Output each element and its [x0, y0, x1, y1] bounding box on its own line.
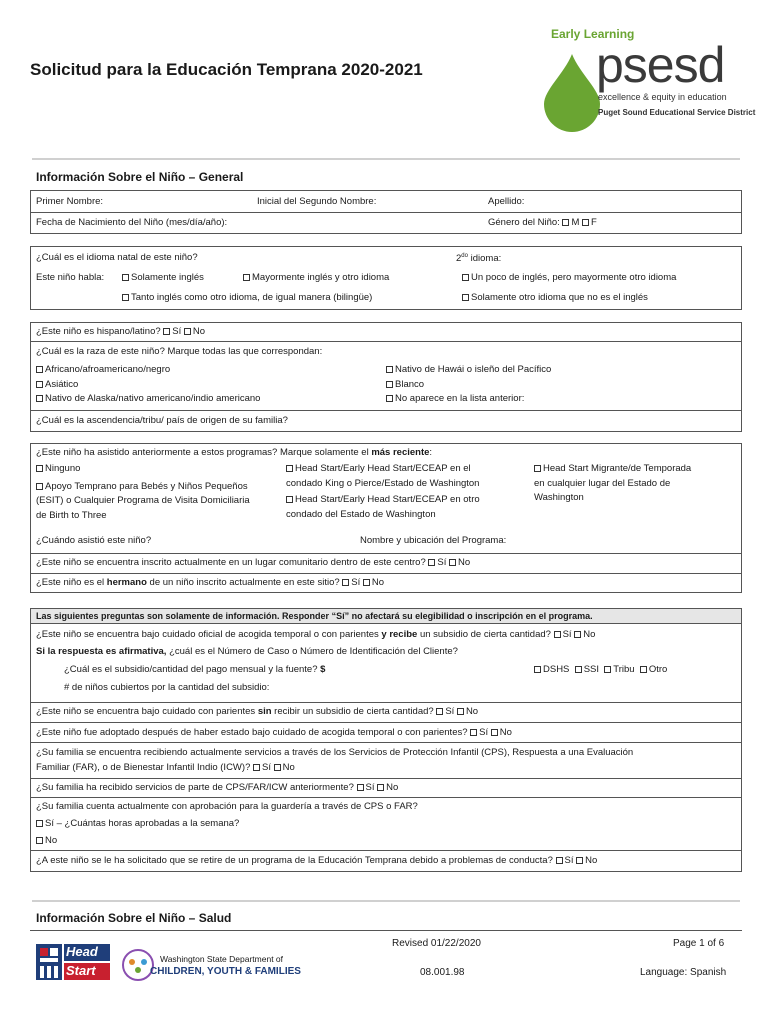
- opt-little-english[interactable]: [462, 272, 676, 284]
- middle-initial-field[interactable]: Inicial del Segundo Nombre:: [257, 196, 377, 207]
- childcare-question: ¿Su familia cuenta actualmente con aprobación para la guardería a través de CPS o FAR?: [36, 801, 418, 812]
- prog-esit[interactable]: [36, 481, 248, 493]
- info-banner: Las siguientes preguntas son solamente de información. Responder “Sí” no afectará su elegibilidad o inscripción en el programa.: [36, 611, 593, 621]
- opt-label: Solamente inglés: [131, 272, 204, 283]
- q-text: ¿A este niño se le ha solicitado que se retire de un programa de la Educación Temprana debido a problemas de conducta?: [36, 855, 553, 866]
- health-top-rule: [30, 930, 742, 931]
- opt-label: Sí – ¿Cuántas horas aprobadas a la semana?: [45, 818, 240, 829]
- opt-bilingual[interactable]: [122, 292, 372, 304]
- race-question: ¿Cuál es la raza de este niño? Marque todas las que correspondan:: [36, 346, 323, 357]
- head-start-text-1: Head: [66, 944, 98, 959]
- q-text: ¿cuál es el Número de Caso o Número de Identificación del Cliente?: [166, 646, 458, 657]
- sibling-question: [36, 577, 384, 589]
- q-text: Familiar (FAR), o de Bienestar Infantil Indio (ICW)?: [36, 762, 251, 773]
- dcyf-text-1: Washington State Department of: [160, 954, 284, 964]
- divider: [32, 900, 740, 902]
- no-label: No: [282, 762, 295, 773]
- checkbox[interactable]: [36, 366, 43, 373]
- expelled-question: [36, 855, 597, 867]
- checkbox[interactable]: [534, 465, 541, 472]
- opt-label: Nativo de Hawái o isleño del Pacífico: [395, 364, 552, 375]
- checkbox[interactable]: [286, 465, 293, 472]
- gender-m-checkbox[interactable]: [562, 219, 569, 226]
- yes-checkbox[interactable]: [253, 764, 260, 771]
- prog-esit-3: de Birth to Three: [36, 510, 107, 521]
- logo-early-learning: Early Learning: [551, 27, 635, 41]
- subsidy-field[interactable]: [64, 664, 325, 676]
- row-divider: [30, 410, 742, 411]
- hours-field[interactable]: [36, 818, 239, 830]
- checkbox[interactable]: [462, 274, 469, 281]
- q-end: de un niño inscrito actualmente en este sitio?: [146, 577, 340, 588]
- prog-none[interactable]: [36, 463, 80, 475]
- row-divider: [30, 573, 742, 574]
- no-label: No: [371, 577, 385, 588]
- logo-district: Puget Sound Educational Service District: [598, 108, 756, 117]
- otro-checkbox[interactable]: [640, 666, 647, 673]
- checkbox[interactable]: [36, 381, 43, 388]
- q-bold: hermano: [106, 577, 147, 588]
- checkbox[interactable]: [36, 483, 43, 490]
- opt-label: Otro: [648, 664, 668, 675]
- second-lang-num: 2: [456, 253, 462, 265]
- prog-migrant[interactable]: [534, 463, 691, 475]
- prog-esit-2: (ESIT) o Cualquier Programa de Visita Domiciliaria: [36, 495, 250, 506]
- no-checkbox[interactable]: [457, 708, 464, 715]
- dshs-checkbox[interactable]: [534, 666, 541, 673]
- no-label: No: [585, 855, 598, 866]
- subsidy-sources: [534, 664, 667, 676]
- no-label: No: [583, 629, 596, 640]
- checkbox[interactable]: [243, 274, 250, 281]
- hispanic-question: [36, 326, 205, 338]
- prog-hs-king[interactable]: [286, 463, 471, 475]
- yes-label: Sí: [479, 727, 489, 738]
- second-language-field[interactable]: [456, 250, 501, 265]
- row-divider: [30, 722, 742, 723]
- cps-question-2: [36, 762, 295, 774]
- cps-question: ¿Su familia se encuentra recibiendo actualmente servicios a través de los Servicios de Protección Infantil (CPS), Respuesta a una Evaluación: [36, 747, 634, 758]
- opt-label: DSHS: [543, 664, 570, 675]
- no-checkbox[interactable]: [574, 631, 581, 638]
- childcare-no[interactable]: [36, 835, 57, 847]
- no-label: No: [458, 557, 471, 568]
- gender-text: Género del Niño:: [488, 217, 560, 228]
- race-african[interactable]: [36, 364, 170, 376]
- native-language-field[interactable]: ¿Cuál es el idioma natal de este niño?: [36, 252, 198, 263]
- q-text: ¿Este niño se encuentra inscrito actualmente en un lugar comunitario dentro de este centro?: [36, 557, 426, 568]
- yes-label: Sí: [562, 629, 572, 640]
- tribu-checkbox[interactable]: [604, 666, 611, 673]
- race-hawaiian[interactable]: [386, 364, 551, 376]
- dollar-sign: $: [320, 664, 326, 675]
- yes-checkbox[interactable]: [554, 631, 561, 638]
- q-text: ¿Este niño fue adoptado después de haber estado bajo cuidado de acogida temporal o con parientes?: [36, 727, 468, 738]
- logo-tagline: excellence & equity in education: [598, 92, 727, 102]
- dob-field[interactable]: Fecha de Nacimiento del Niño (mes/día/año):: [36, 217, 228, 228]
- foster-question: [36, 629, 595, 641]
- speaks-label: Este niño habla:: [36, 272, 105, 283]
- race-native[interactable]: [36, 393, 260, 405]
- opt-label: Apoyo Temprano para Bebés y Niños Pequeños: [45, 481, 248, 492]
- race-other[interactable]: [386, 393, 524, 405]
- opt-label: Mayormente inglés y otro idioma: [252, 272, 390, 283]
- revised-date: Revised 01/22/2020: [392, 938, 481, 949]
- no-checkbox[interactable]: [449, 559, 456, 566]
- checkbox[interactable]: [36, 465, 43, 472]
- language-label: Language: Spanish: [640, 967, 727, 978]
- no-label: No: [465, 706, 479, 717]
- yes-label: Sí: [564, 855, 574, 866]
- opt-label: Ninguno: [45, 463, 81, 474]
- q-text: ¿Su familia ha recibido servicios de parte de CPS/FAR/ICW anteriormente?: [36, 782, 354, 793]
- ancestry-field[interactable]: ¿Cuál es la ascendencia/tribu/ país de origen de su familia?: [36, 415, 288, 426]
- logo-psesd: psesd: [596, 37, 725, 93]
- form-code: 08.001.98: [420, 967, 465, 978]
- gender-f-checkbox[interactable]: [582, 219, 589, 226]
- opt-label: Tanto inglés como otro idioma, de igual manera (bilingüe): [131, 292, 373, 303]
- checkbox[interactable]: [386, 381, 393, 388]
- no-checkbox[interactable]: [377, 784, 384, 791]
- cps-prev-question: [36, 782, 398, 794]
- q-text: ¿Este niño es hispano/latino?: [36, 326, 161, 337]
- opt-label: Head Start Migrante/de Temporada: [543, 463, 692, 474]
- checkbox[interactable]: [386, 366, 393, 373]
- section-general-heading: Información Sobre el Niño – General: [36, 170, 244, 184]
- q-text: ¿Este niño se encuentra bajo cuidado con parientes: [36, 706, 258, 717]
- page-title: Solicitud para la Educación Temprana 2020-2021: [30, 60, 423, 79]
- row-divider: [30, 797, 742, 798]
- yes-checkbox[interactable]: [357, 784, 364, 791]
- no-label: No: [386, 782, 399, 793]
- no-checkbox[interactable]: [274, 764, 281, 771]
- no-checkbox[interactable]: [491, 729, 498, 736]
- opt-label: Nativo de Alaska/nativo americano/indio americano: [45, 393, 261, 404]
- yes-checkbox[interactable]: [428, 559, 435, 566]
- row-divider: [30, 702, 742, 703]
- q-bold: Si la respuesta es afirmativa,: [36, 646, 167, 657]
- ssi-checkbox[interactable]: [575, 666, 582, 673]
- hispanic-yes-checkbox[interactable]: [163, 328, 170, 335]
- opt-only-english[interactable]: [122, 272, 204, 284]
- head-start-text-2: Start: [66, 963, 96, 978]
- q-end: recibir un subsidio de cierta cantidad?: [271, 706, 434, 717]
- prog-hs-other[interactable]: [286, 494, 480, 506]
- kin-question: [36, 706, 478, 718]
- checkbox[interactable]: [36, 395, 43, 402]
- no-checkbox[interactable]: [576, 857, 583, 864]
- second-lang-sup: do: [461, 253, 468, 259]
- checkbox[interactable]: [122, 274, 129, 281]
- opt-label: Africano/afroamericano/negro: [45, 364, 171, 375]
- yes-label: Sí: [262, 762, 271, 773]
- no-checkbox[interactable]: [363, 579, 370, 586]
- yes-checkbox[interactable]: [36, 820, 43, 827]
- opt-label: Tribu: [613, 664, 635, 675]
- page-number: Page 1 of 6: [673, 938, 725, 949]
- q-bold: más reciente: [371, 447, 430, 458]
- yes-checkbox[interactable]: [342, 579, 349, 586]
- yes-checkbox[interactable]: [436, 708, 443, 715]
- program-name-field[interactable]: Nombre y ubicación del Programa:: [360, 535, 507, 546]
- q-text: ¿Este niño ha asistido anteriormente a estos programas? Marque solamente el: [36, 447, 372, 458]
- row-divider: [30, 850, 742, 851]
- row-divider: [30, 341, 742, 342]
- case-number-field[interactable]: [36, 646, 458, 658]
- q-end: un subsidio de cierta cantidad?: [417, 629, 551, 640]
- enrolled-question: [36, 557, 470, 569]
- opt-label: Un poco de inglés, pero mayormente otro idioma: [471, 272, 677, 283]
- children-count-field[interactable]: # de niños cubiertos por la cantidad del subsidio:: [64, 682, 270, 693]
- opt-label: SSI: [583, 664, 599, 675]
- q-bold: y recibe: [381, 629, 418, 640]
- race-white[interactable]: [386, 379, 424, 391]
- last-name-field[interactable]: Apellido:: [488, 196, 525, 207]
- prog-migrant-3: Washington: [534, 492, 584, 503]
- opt-label: Asiático: [45, 379, 79, 390]
- yes-label: Sí: [445, 706, 455, 717]
- opt-label: Head Start/Early Head Start/ECEAP en otro: [295, 494, 480, 505]
- no-label: No: [499, 727, 512, 738]
- yes-label: Sí: [437, 557, 447, 568]
- no-checkbox[interactable]: [36, 837, 43, 844]
- checkbox[interactable]: [462, 294, 469, 301]
- yes-checkbox[interactable]: [556, 857, 563, 864]
- prev-programs-question: [36, 447, 432, 459]
- prog-hs-other-2: condado del Estado de Washington: [286, 509, 436, 520]
- section-health-heading: Información Sobre el Niño – Salud: [36, 911, 232, 925]
- opt-label: Solamente otro idioma que no es el inglés: [471, 292, 648, 303]
- divider: [32, 158, 740, 160]
- q-text: ¿Este niño se encuentra bajo cuidado oficial de acogida temporal o con parientes: [36, 629, 382, 640]
- no-label: No: [192, 326, 206, 337]
- psesd-drop-icon: [540, 52, 604, 132]
- opt-mostly-english[interactable]: [243, 272, 389, 284]
- row-divider: [30, 778, 742, 779]
- first-name-field[interactable]: Primer Nombre:: [36, 196, 104, 207]
- race-asian[interactable]: [36, 379, 78, 391]
- gender-label: [488, 217, 597, 229]
- opt-label: Head Start/Early Head Start/ECEAP en el: [295, 463, 471, 474]
- q-end: :: [429, 447, 433, 458]
- q-text: ¿Cuál es el subsidio/cantidad del pago mensual y la fuente?: [64, 664, 318, 675]
- opt-label: No aparece en la lista anterior:: [395, 393, 525, 404]
- row-divider: [30, 553, 742, 554]
- hispanic-no-checkbox[interactable]: [184, 328, 191, 335]
- opt-label: Blanco: [395, 379, 425, 390]
- checkbox[interactable]: [286, 496, 293, 503]
- yes-label: Sí: [172, 326, 182, 337]
- adopted-question: [36, 727, 512, 739]
- checkbox[interactable]: [122, 294, 129, 301]
- row-divider: [30, 742, 742, 743]
- when-attended-field[interactable]: ¿Cuándo asistió este niño?: [36, 535, 152, 546]
- yes-label: Sí: [365, 782, 375, 793]
- yes-label: Sí: [351, 577, 361, 588]
- gender-f-label: F: [591, 217, 597, 228]
- dcyf-text-2: CHILDREN, YOUTH & FAMILIES: [150, 966, 301, 977]
- no-label: No: [45, 835, 58, 846]
- prog-hs-king-2: condado King o Pierce/Estado de Washington: [286, 478, 480, 489]
- q-text: ¿Este niño es el: [36, 577, 107, 588]
- row-divider: [30, 623, 742, 624]
- yes-checkbox[interactable]: [470, 729, 477, 736]
- q-bold: sin: [257, 706, 272, 717]
- second-lang-text: idioma:: [467, 253, 502, 265]
- gender-m-label: M: [571, 217, 580, 228]
- checkbox[interactable]: [386, 395, 393, 402]
- prog-migrant-2: en cualquier lugar del Estado de: [534, 478, 671, 489]
- opt-only-other[interactable]: [462, 292, 648, 304]
- row-divider: [30, 212, 742, 213]
